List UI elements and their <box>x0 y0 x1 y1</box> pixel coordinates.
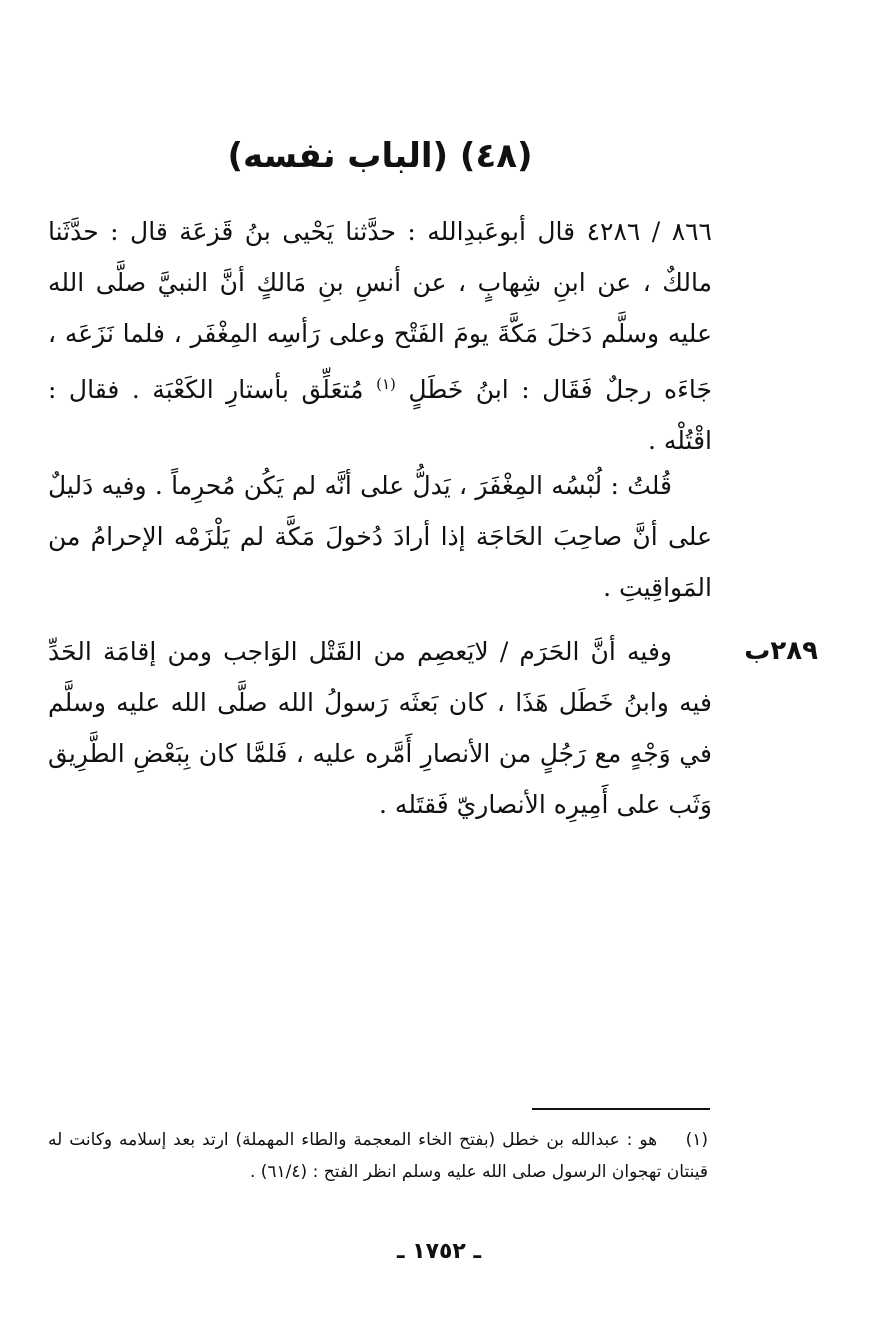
hadith-text-continued: مُتعَلِّق بأستارِ الكَعْبَة . فقال : اقْتُلْه . <box>48 375 712 455</box>
hadith-number: ٨٦٦ / ٤٢٨٦ <box>586 217 712 246</box>
hadith-text: قال أبوعَبدِالله : حدَّثنا يَحْيى بنُ قَزعَة قال : حدَّثَنا مالكٌ ، عن ابنِ شِهابٍ ، عن أنسِ بنِ مَالكٍ أنَّ النبيَّ صلَّى الله عليه وسلَّم دَخلَ مَكَّةَ يومَ الفَتْح وعلى رَأسِه المِغْفَر ، فلما نَزَعَه ، جَاءَه رجلٌ فَقَال : ابنُ خَطَلٍ <box>48 217 712 404</box>
chapter-title: (٤٨) (الباب نفسه) <box>227 136 533 176</box>
footnote-number: (١) <box>685 1130 708 1150</box>
manuscript-folio-marker: ٢٨٩ب <box>744 636 818 666</box>
footnote-text: هو : عبدالله بن خطل (بفتح الخاء المعجمة والطاء المهملة) ارتد بعد إسلامه وكانت له قينتان تهجوان الرسول صلى الله عليه وسلم انظر الفتح : (٦١/٤) . <box>48 1130 708 1182</box>
commentary-paragraph-1: قُلتُ : لُبْسُه المِغْفَرَ ، يَدلُّ على أنَّه لم يَكُن مُحرِماً . وفيه دَليلٌ على أنَّ صاحِبَ الحَاجَة إذا أرادَ دُخولَ مَكَّة لم يَلْزَمْه الإحرامُ من المَواقِيتِ . <box>48 471 712 602</box>
page-number: ـ ١٧٥٢ ـ <box>396 1239 482 1264</box>
footnote <box>48 1124 708 1188</box>
hadith-paragraph <box>48 206 712 466</box>
commentary-paragraph-2: وفيه أنَّ الحَرَم / لايَعصِم من القَتْل الوَاجب ومن إقامَة الحَدِّ فيه وابنُ خَطَل هَذَا ، كان بَعثَه رَسولُ الله صلَّى الله عليه وسلَّم في وَجْهٍ مع رَجُلٍ من الأنصارِ أَمَّره عليه ، فَلمَّا كان بِبَعْضِ الطَّرِيق وَثَب على أَمِيرِه الأنصاريّ فَقتَله . <box>48 637 712 819</box>
footnote-reference[interactable]: (١) <box>376 375 396 393</box>
footnote-divider <box>532 1108 710 1110</box>
